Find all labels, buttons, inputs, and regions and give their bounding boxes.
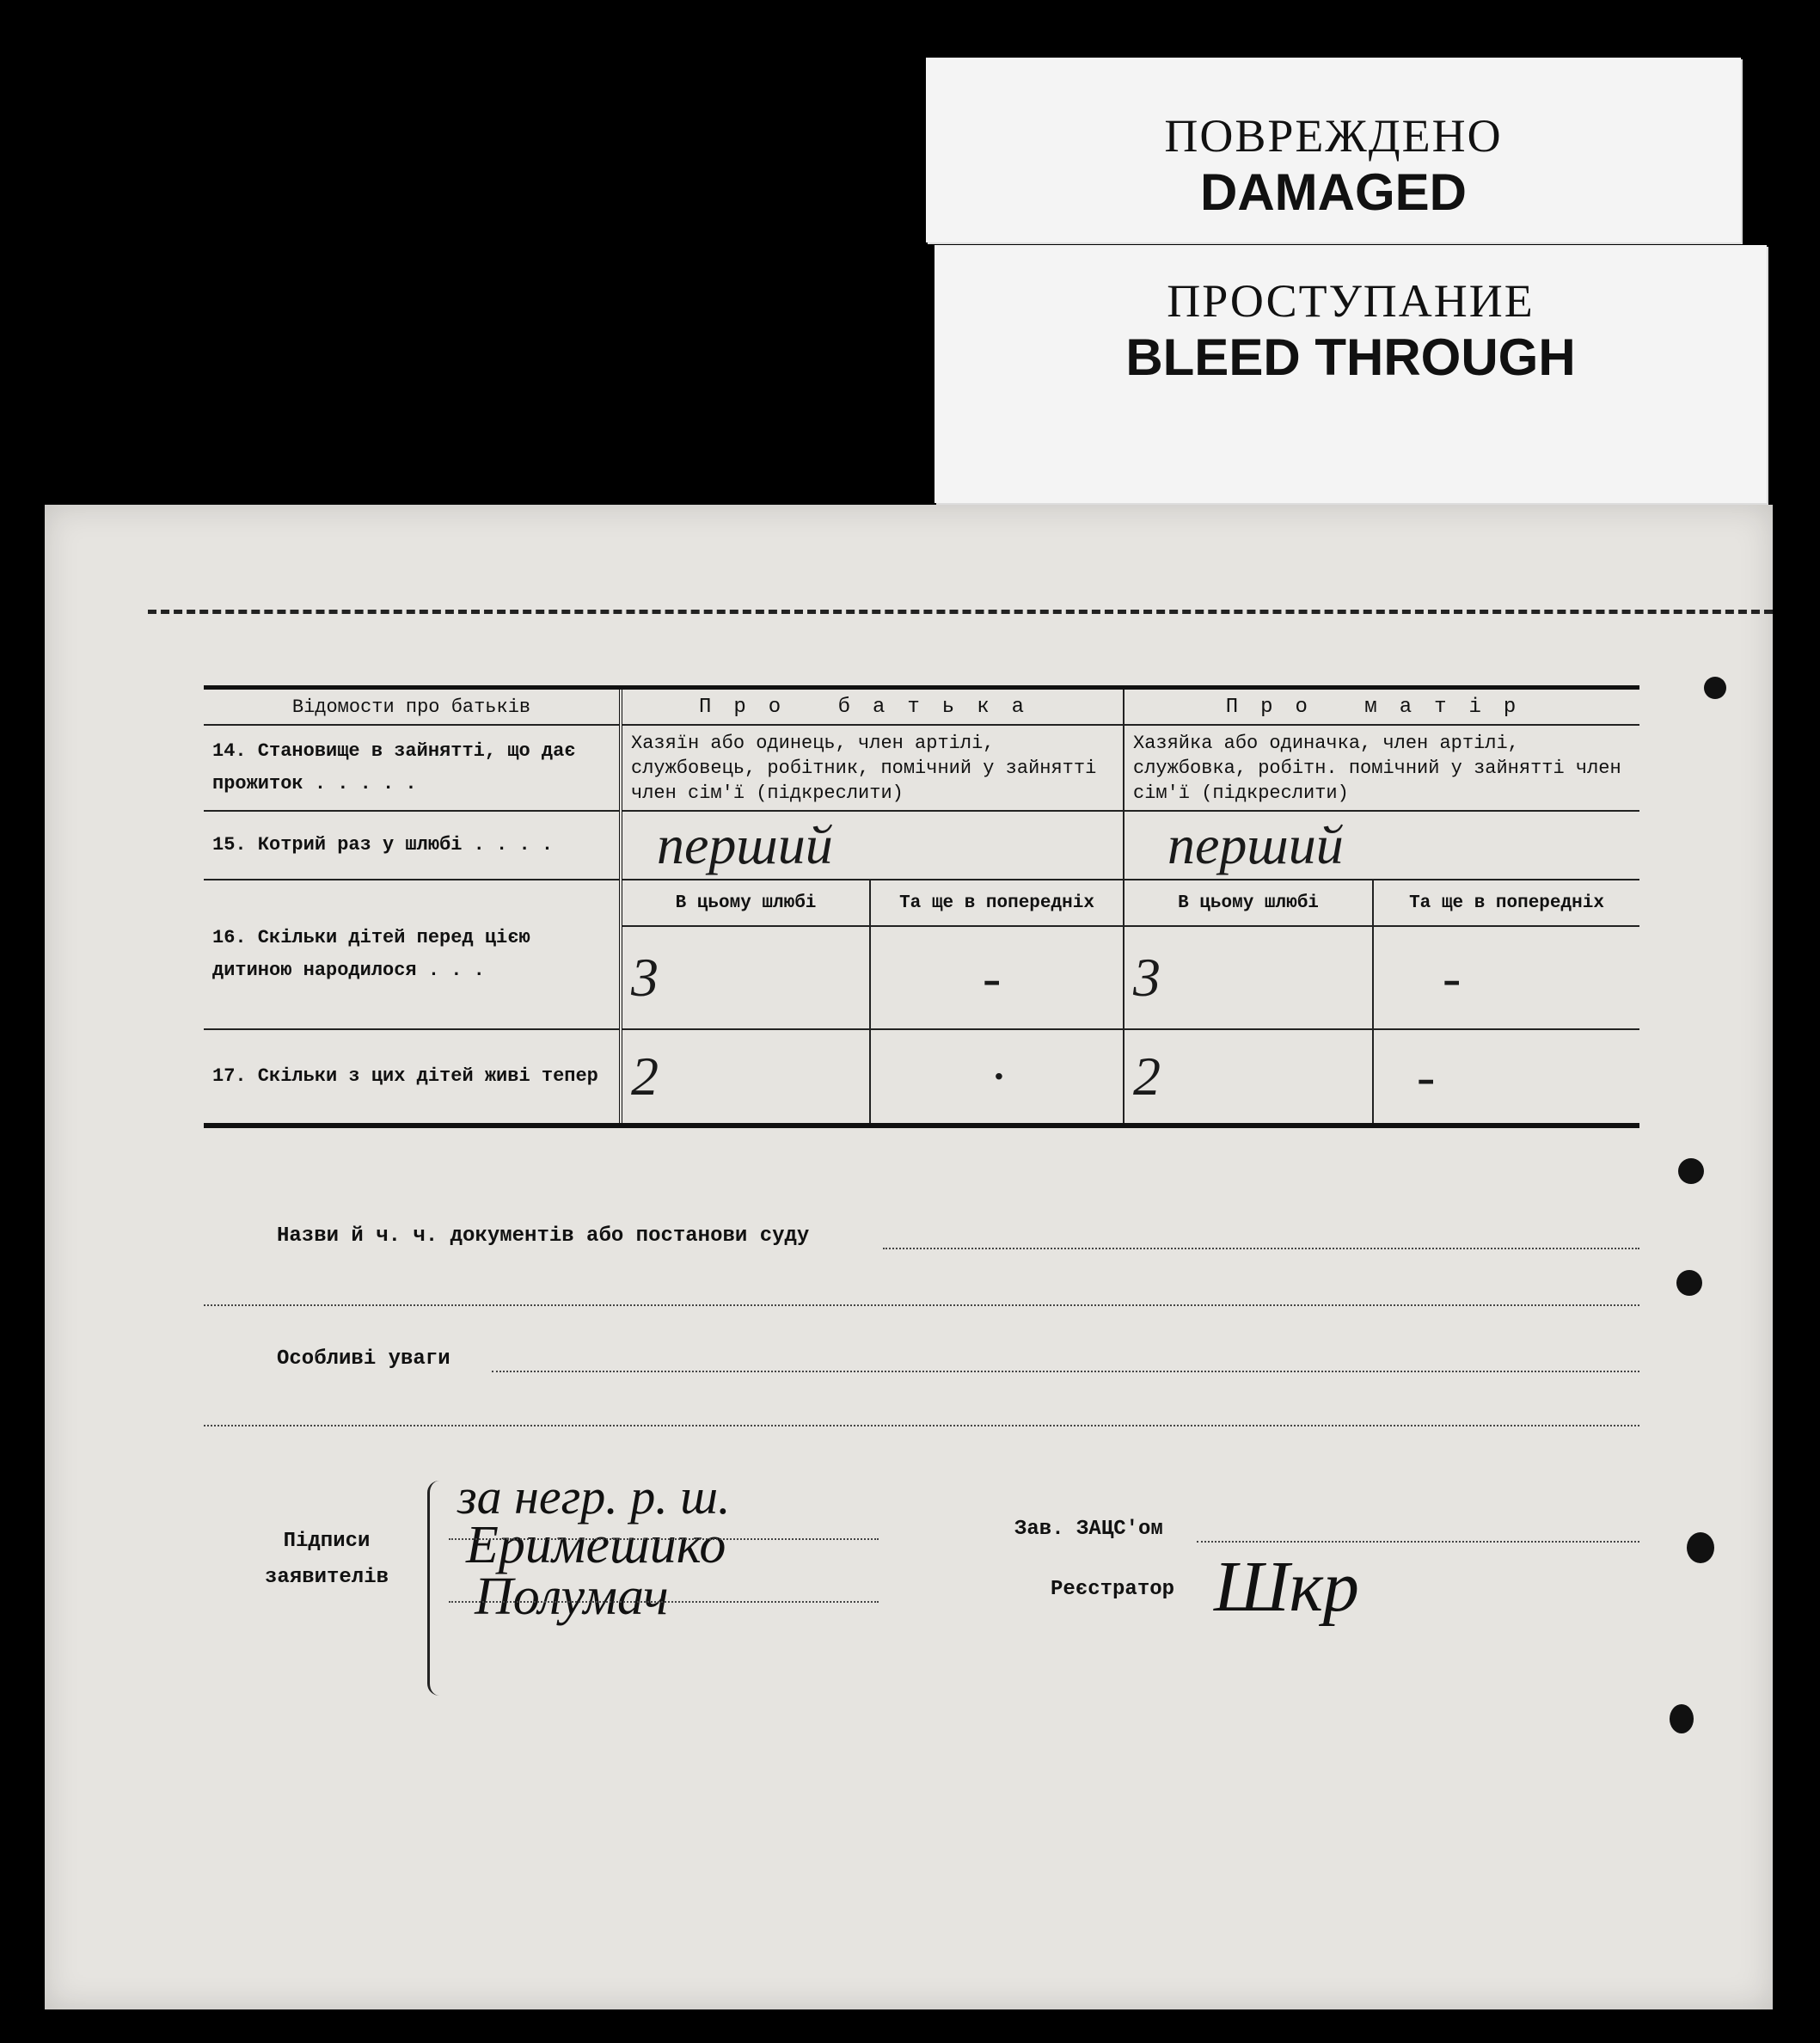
documents-line-2 <box>204 1304 1639 1306</box>
tear-line <box>148 610 1773 614</box>
documents-label: Назви й ч. ч. документів або постанови суду <box>277 1224 810 1248</box>
row-16-label: 16. Скільки дітей перед цією дитиною народилося . . . <box>212 927 530 981</box>
sub-father-prev: Та ще в попередніх <box>870 880 1124 926</box>
remarks-label: Особливі уваги <box>277 1347 450 1371</box>
sub-mother-prev: Та ще в попередніх <box>1373 880 1639 926</box>
table-header-row <box>204 688 1639 726</box>
punch-hole <box>1676 1270 1702 1296</box>
row-15 <box>204 811 1639 880</box>
sub-father-this: В цьому шлюбі <box>621 880 870 926</box>
punch-hole <box>1678 1158 1704 1184</box>
registrar-label: Реєстратор <box>1051 1578 1175 1601</box>
row-17-label: 17. Скільки з цих дітей живі тепер <box>204 1029 621 1126</box>
punch-hole <box>1704 677 1726 699</box>
remarks-line-1 <box>492 1371 1639 1372</box>
header-mother: Про матір <box>1124 688 1639 726</box>
signature-line-2-rule <box>449 1538 879 1540</box>
parents-table <box>204 685 1639 1128</box>
signature-line-2: Еримешико <box>466 1516 726 1574</box>
subheader-row <box>204 880 1639 926</box>
signature-line-3-rule <box>449 1601 879 1603</box>
signature-line-1: за негр. р. ш. <box>457 1469 731 1525</box>
damaged-ru-text: ПОВРЕЖДЕНО <box>1164 110 1503 162</box>
signatures-brace <box>427 1481 442 1696</box>
row-16-mother-prev: - <box>1373 926 1639 1029</box>
row-14 <box>204 725 1639 811</box>
row-17-father-prev: · <box>870 1029 1124 1126</box>
row-16-mother-this: 3 <box>1124 926 1373 1029</box>
header-col-label: Відомости про батьків <box>204 688 621 726</box>
header-father: Про батька <box>621 688 1124 726</box>
row-15-father-value: перший <box>621 811 1124 880</box>
punch-hole <box>1670 1704 1694 1733</box>
head-line <box>1197 1541 1639 1543</box>
registrar-signature: Шкр <box>1214 1547 1359 1627</box>
bleed-through-label <box>935 245 1767 503</box>
row-16-label-cell <box>204 880 621 1029</box>
row-14-father-options: Хазяїн або одинець, член артілі, службовець, робітник, помічний у зайнятті член сім'ї (підкреслити) <box>621 725 1124 811</box>
damaged-en-text: DAMAGED <box>1200 163 1467 221</box>
remarks-line-2 <box>204 1425 1639 1426</box>
bleed-en-text: BLEED THROUGH <box>1125 328 1576 386</box>
punch-hole <box>1687 1532 1714 1563</box>
damaged-label <box>926 58 1741 242</box>
row-17 <box>204 1029 1639 1126</box>
row-17-mother-this: 2 <box>1124 1029 1373 1126</box>
row-14-label: 14. Становище в зайнятті, що дає прожиток . . . . . <box>204 725 621 811</box>
document-sheet <box>45 505 1773 2009</box>
row-15-label: 15. Котрий раз у шлюбі . . . . <box>204 811 621 880</box>
sub-mother-this: В цьому шлюбі <box>1124 880 1373 926</box>
row-15-mother-value: перший <box>1124 811 1639 880</box>
row-17-father-this: 2 <box>621 1029 870 1126</box>
row-16-father-prev: - <box>870 926 1124 1029</box>
signature-line-3: Полумач <box>475 1568 669 1626</box>
row-14-mother-options: Хазяйка або одиначка, член артілі, службовка, робітн. помічний у зайнятті член сім'ї (підкреслити) <box>1124 725 1639 811</box>
bleed-ru-text: ПРОСТУПАНИЕ <box>1167 275 1535 327</box>
signatures-label: Підписи заявителів <box>264 1530 389 1589</box>
row-17-mother-prev: - <box>1373 1029 1639 1126</box>
documents-line-1 <box>883 1248 1639 1249</box>
head-label: Зав. ЗАЦС'ом <box>1014 1518 1163 1541</box>
row-16-father-this: 3 <box>621 926 870 1029</box>
